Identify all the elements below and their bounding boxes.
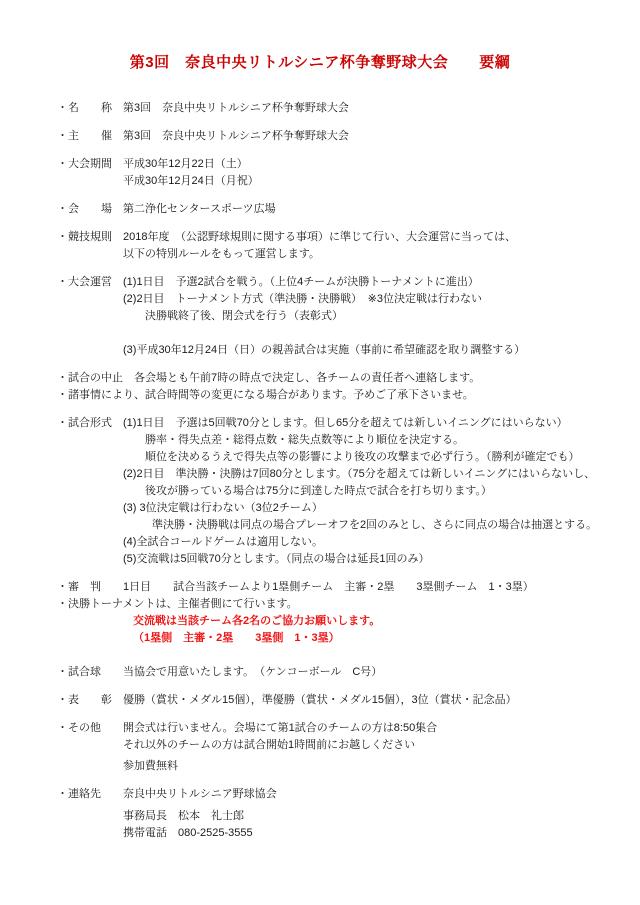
doc-line-contact-3: 携帯電話 080-2525-3555 [123, 827, 253, 839]
doc-line-name: ・名 称 第3回 奈良中央リトルシニア杯争奪野球大会 [57, 102, 349, 114]
doc-line-umpire-red-2: （1塁側 主審・2塁 3塁側 1・3塁） [133, 632, 340, 644]
doc-line-format-6: (3) 3位決定戦は行わない（3位2チーム） [123, 502, 323, 514]
doc-line-other-2: それ以外のチームの方は試合開始1時間前にお越しください [123, 739, 416, 751]
doc-line-venue: ・会 場 第二浄化センタースポーツ広場 [57, 203, 276, 215]
doc-line-operation-4: (3)平成30年12月24日（日）の親善試合は実施（事前に希望確認を取り調整する） [123, 344, 526, 356]
doc-line-contact-2: 事務局長 松本 礼士郎 [123, 810, 244, 822]
doc-line-cancellation: ・試合の中止 各会場とも午前7時の時点で決定し、各チームの責任者へ連絡します。 [57, 372, 481, 384]
doc-line-organizer: ・主 催 第3回 奈良中央リトルシニア杯争奪野球大会 [57, 130, 349, 142]
doc-line-umpire-red-1: 交流戦は当該チーム各2名のご協力お願いします。 [133, 615, 381, 627]
doc-line-umpire-2: ・決勝トーナメントは、主催者側にて行います。 [57, 598, 298, 610]
doc-line-notice: ・諸事情により、試合時間等の変更になる場合があります。予めご了承下さいませ。 [57, 389, 474, 401]
doc-line-format-7: 準決勝・決勝戦は同点の場合プレーオフを2回のみとし、さらに同点の場合は抽選とする。 [152, 519, 598, 531]
doc-line-operation-1: ・大会運営 (1)1日目 予選2試合を戦う。（上位4チームが決勝トーナメントに進出） [57, 276, 479, 288]
doc-line-dates-1: ・大会期間 平成30年12月22日（土） [57, 158, 248, 170]
doc-line-umpire-1: ・審 判 1日目 試合当該チームより1塁側チーム 主審・2塁 3塁側チーム 1・3塁） [57, 581, 534, 593]
doc-line-awards: ・表 彰 優勝（賞状・メダル15個），準優勝（賞状・メダル15個），3位（賞状・記念品） [57, 694, 517, 706]
doc-line-format-2: 勝率・得失点差・総得点数・総失点数等により順位を決定する。 [145, 434, 464, 446]
doc-line-dates-2: 平成30年12月24日（月祝） [123, 175, 259, 187]
doc-line-format-4: (2)2日目 準決勝・決勝は7回80分とします。（75分を超えては新しいイニングにはいらないし、 [123, 468, 596, 480]
doc-line-format-5: 後攻が勝っている場合は75分に到達した時点で試合を打ち切ります。） [145, 485, 492, 497]
doc-line-format-3: 順位を決めるうえで得失点等の影響により後攻の攻撃まで必ず行う。（勝利が確定でも） [145, 451, 580, 463]
document-title: 第3回 奈良中央リトルシニア杯争奪野球大会 要綱 [129, 54, 511, 71]
doc-line-operation-2: (2)2日目 トーナメント方式（準決勝・決勝戦） ※3位決定戦は行わない [123, 293, 482, 305]
doc-line-operation-3: 決勝戦終了後、閉会式を行う（表彰式） [145, 310, 343, 322]
document-body [0, 100, 640, 842]
doc-line-contact-1: ・連絡先 奈良中央リトルシニア野球協会 [57, 788, 277, 800]
doc-line-format-1: ・試合形式 (1)1日目 予選は5回戦70分とします。但し65分を超えては新しいイニングにはいらない） [57, 417, 568, 429]
doc-line-rules-1: ・競技規則 2018年度 （公認野球規則に関する事項）に準じて行い、大会運営に当っては、 [57, 231, 516, 243]
doc-line-ball: ・試合球 当協会で用意いたします。 （ケンコーボール C号） [57, 666, 383, 678]
doc-line-rules-2: 以下の特別ルールをもって運営します。 [123, 248, 320, 260]
doc-line-format-8: (4)全試合コールドゲームは適用しない。 [123, 536, 324, 548]
doc-line-other-3: 参加費無料 [123, 760, 178, 772]
doc-line-other-1: ・その他 開会式は行いません。会場にて第1試合のチームの方は8:50集合 [57, 722, 438, 734]
doc-line-format-9: (5)交流戦は5回戦70分とします。（同点の場合は延長1回のみ） [123, 553, 430, 565]
